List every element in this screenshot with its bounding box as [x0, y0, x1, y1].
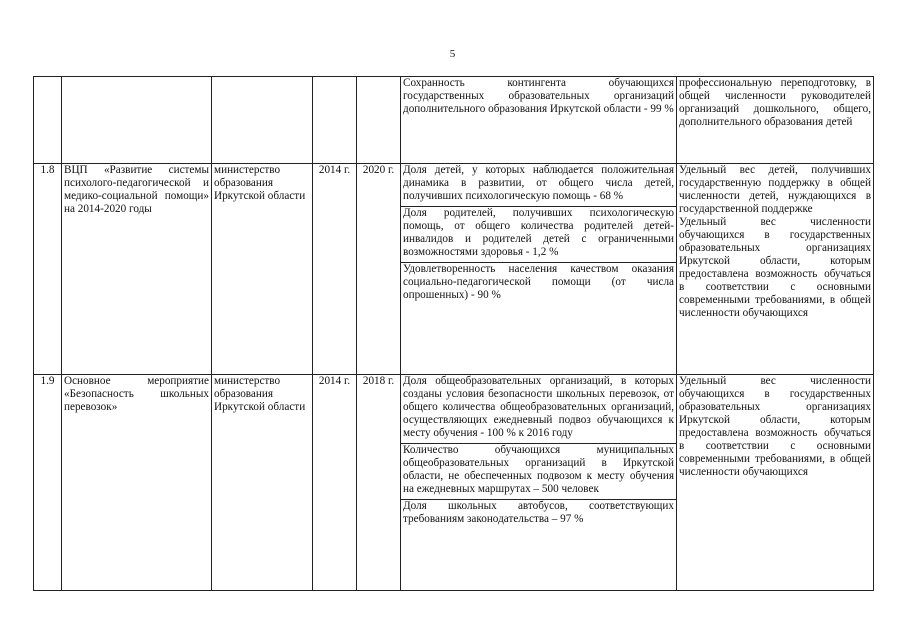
- row-results: [677, 164, 874, 375]
- row-year-start: 2014 г.: [313, 164, 357, 375]
- row-number: 1.8: [34, 164, 62, 375]
- row-indicators: [401, 375, 677, 591]
- result-text: профессиональную переподготовку, в общей численности руководителей организаций дошкольного, общего, дополнительного образования детей: [679, 77, 871, 128]
- row-number: 1.9: [34, 375, 62, 591]
- row-executor: министерство образования Иркутской области: [212, 164, 313, 375]
- row-year-end: 2020 г.: [357, 164, 401, 375]
- row-name: Основное мероприятие «Безопасность школьных перевозок»: [62, 375, 212, 591]
- row-executor: министерство образования Иркутской области: [212, 375, 313, 591]
- row-number: [34, 77, 62, 164]
- table-row: [34, 164, 874, 375]
- row-year-end: [357, 77, 401, 164]
- table-row: [34, 375, 874, 591]
- row-indicators: [401, 77, 677, 164]
- indicator: Доля родителей, получивших психологическую помощь, от общего количества родителей детей-инвалидов и родителей детей с ограниченными возможностями здоровья - 1,2 %: [401, 207, 676, 263]
- row-results: [677, 77, 874, 164]
- row-year-start: [313, 77, 357, 164]
- row-indicators: [401, 164, 677, 375]
- row-name: ВЦП «Развитие системы психолого-педагогической и медико-социальной помощи» на 2014-2020 годы: [62, 164, 212, 375]
- result-text: Удельный вес численности обучающихся в государственных образовательных организациях Иркутской области, которым предоставлена возможность обучаться в соответствии с основными современными требованиями, в общей численности обучающихся: [679, 216, 871, 319]
- table-row: [34, 77, 874, 164]
- program-table: [33, 76, 874, 591]
- row-name: [62, 77, 212, 164]
- indicator: Удовлетворенность населения качеством оказания социально-педагогической помощи (от числа опрошенных) - 90 %: [403, 263, 674, 301]
- result-text: Удельный вес численности обучающихся в государственных образовательных организациях Иркутской области, которым предоставлена возможность обучаться в соответствии с основными современными требованиями, в общей численности обучающихся: [679, 375, 871, 478]
- page-number: 5: [449, 48, 456, 60]
- indicator: Доля общеобразовательных организаций, в которых созданы условия безопасности школьных перевозок, от общего количества общеобразовательных организаций, осуществляющих ежедневный подвоз обучающихся к месту обучения - 100 % к 2016 году: [401, 375, 676, 444]
- row-year-end: 2018 г.: [357, 375, 401, 591]
- row-results: [677, 375, 874, 591]
- row-year-start: 2014 г.: [313, 375, 357, 591]
- indicator: Сохранность контингента обучающихся государственных образовательных организаций дополнительного образования Иркутской области - 99 %: [403, 77, 674, 115]
- indicator: Количество обучающихся муниципальных общеобразовательных организаций в Иркутской области, не обеспеченных подвозом к месту обучения на ежедневных маршрутах – 500 человек: [401, 444, 676, 500]
- row-executor: [212, 77, 313, 164]
- result-text: Удельный вес детей, получивших государственную поддержку в общей численности детей, нуждающихся в государственной поддержке: [679, 164, 871, 215]
- indicator: Доля детей, у которых наблюдается положительная динамика в развитии, от общего числа детей, получивших психологическую помощь - 68 %: [401, 164, 676, 207]
- indicator: Доля школьных автобусов, соответствующих требованиям законодательства – 97 %: [403, 500, 674, 525]
